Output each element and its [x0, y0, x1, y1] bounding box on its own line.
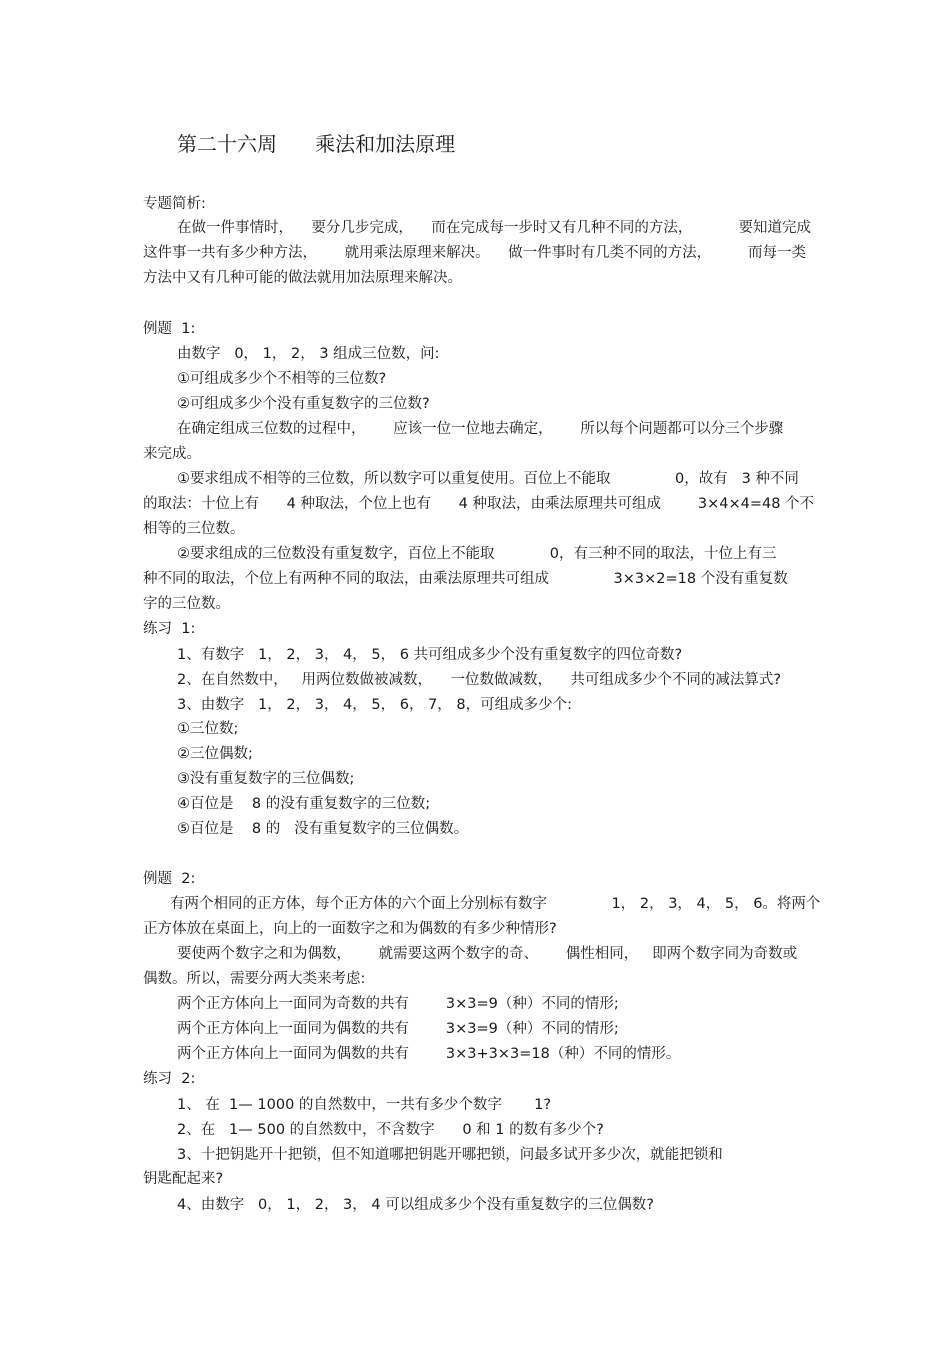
paragraph-line: 有两个相同的正方体，每个正方体的六个面上分别标有数字 1， 2， 3， 4， 5， 6。将两个 — [170, 896, 821, 912]
exercise-subitem: ⑤百位是 8 的 没有重复数字的三位偶数。 — [177, 821, 469, 837]
paragraph-line: ②要求组成的三位数没有重复数字，百位上不能取 0，有三种不同的取法，十位上有三 — [177, 546, 777, 562]
paragraph-line: 偶数。所以，需要分两大类来考虑: — [143, 971, 366, 987]
paragraph-line: 两个正方体向上一面同为偶数的共有 3×3=9（种）不同的情形; — [177, 1021, 619, 1037]
exercise-subitem: ①三位数; — [177, 721, 239, 737]
paragraph-line: 两个正方体向上一面同为奇数的共有 3×3=9（种）不同的情形; — [177, 996, 619, 1012]
paragraph-line: 相等的三位数。 — [143, 521, 245, 537]
paragraph-line: 要使两个数字之和为偶数， 就需要这两个数字的奇、 偶性相同， 即两个数字同为奇数或 — [177, 946, 798, 962]
exercise-item: 2、在 1— 500 的自然数中，不含数字 0 和 1 的数有多少个? — [177, 1122, 604, 1138]
exercise-item: 3、由数字 1， 2， 3， 4， 5， 6， 7， 8，可组成多少个: — [177, 697, 573, 713]
page-title: 第二十六周 乘法和加法原理 — [177, 132, 456, 156]
exercise-item: 4、由数字 0， 1， 2， 3， 4 可以组成多少个没有重复数字的三位偶数? — [177, 1197, 654, 1213]
paragraph-line: 来完成。 — [143, 446, 201, 462]
paragraph-line: 在确定组成三位数的过程中， 应该一位一位地去确定， 所以每个问题都可以分三个步骤 — [177, 421, 784, 437]
section-heading-example-2: 例题 2: — [143, 871, 196, 887]
paragraph-line: 在做一件事情时， 要分几步完成， 而在完成每一步时又有几种不同的方法， 要知道完成 — [177, 220, 811, 236]
exercise-item: 2、在自然数中， 用两位数做被减数， 一位数做减数， 共可组成多少个不同的减法算式? — [177, 672, 782, 688]
paragraph-line: 字的三位数。 — [143, 596, 230, 612]
paragraph-line: 正方体放在桌面上，向上的一面数字之和为偶数的有多少种情形? — [143, 921, 557, 937]
paragraph-line: 的取法：十位上有 4 种取法，个位上也有 4 种取法，由乘法原理共可组成 3×4×4=48 个不 — [143, 496, 815, 512]
exercise-item-continued: 钥匙配起来? — [143, 1171, 224, 1187]
paragraph-line: 种不同的取法，个位上有两种不同的取法，由乘法原理共可组成 3×3×2=18 个没有重复数 — [143, 571, 788, 587]
paragraph-line: ①可组成多少个不相等的三位数? — [177, 371, 387, 387]
section-heading-analysis: 专题简析: — [143, 196, 206, 212]
exercise-item: 3、十把钥匙开十把锁，但不知道哪把钥匙开哪把锁，问最多试开多少次，就能把锁和 — [177, 1147, 723, 1163]
paragraph-line: 这件事一共有多少种方法， 就用乘法原理来解决。 做一件事时有几类不同的方法， 而每一类 — [143, 245, 806, 261]
exercise-subitem: ②三位偶数; — [177, 746, 253, 762]
exercise-item: 1、有数字 1， 2， 3， 4， 5， 6 共可组成多少个没有重复数字的四位奇数? — [177, 647, 683, 663]
section-heading-exercise-2: 练习 2: — [143, 1071, 196, 1087]
exercise-subitem: ④百位是 8 的没有重复数字的三位数; — [177, 796, 431, 812]
paragraph-line: 由数字 0， 1， 2， 3 组成三位数，问: — [177, 346, 440, 362]
paragraph-line: ②可组成多少个没有重复数字的三位数? — [177, 396, 430, 412]
section-heading-example-1: 例题 1: — [143, 321, 196, 337]
paragraph-line: ①要求组成不相等的三位数，所以数字可以重复使用。百位上不能取 0，故有 3 种不同 — [177, 471, 799, 487]
paragraph-line: 两个正方体向上一面同为偶数的共有 3×3+3×3=18（种）不同的情形。 — [177, 1046, 681, 1062]
paragraph-line: 方法中又有几种可能的做法就用加法原理来解决。 — [143, 270, 462, 286]
exercise-subitem: ③没有重复数字的三位偶数; — [177, 771, 355, 787]
exercise-item: 1、 在 1— 1000 的自然数中，一共有多少个数字 1? — [177, 1097, 552, 1113]
section-heading-exercise-1: 练习 1: — [143, 621, 196, 637]
